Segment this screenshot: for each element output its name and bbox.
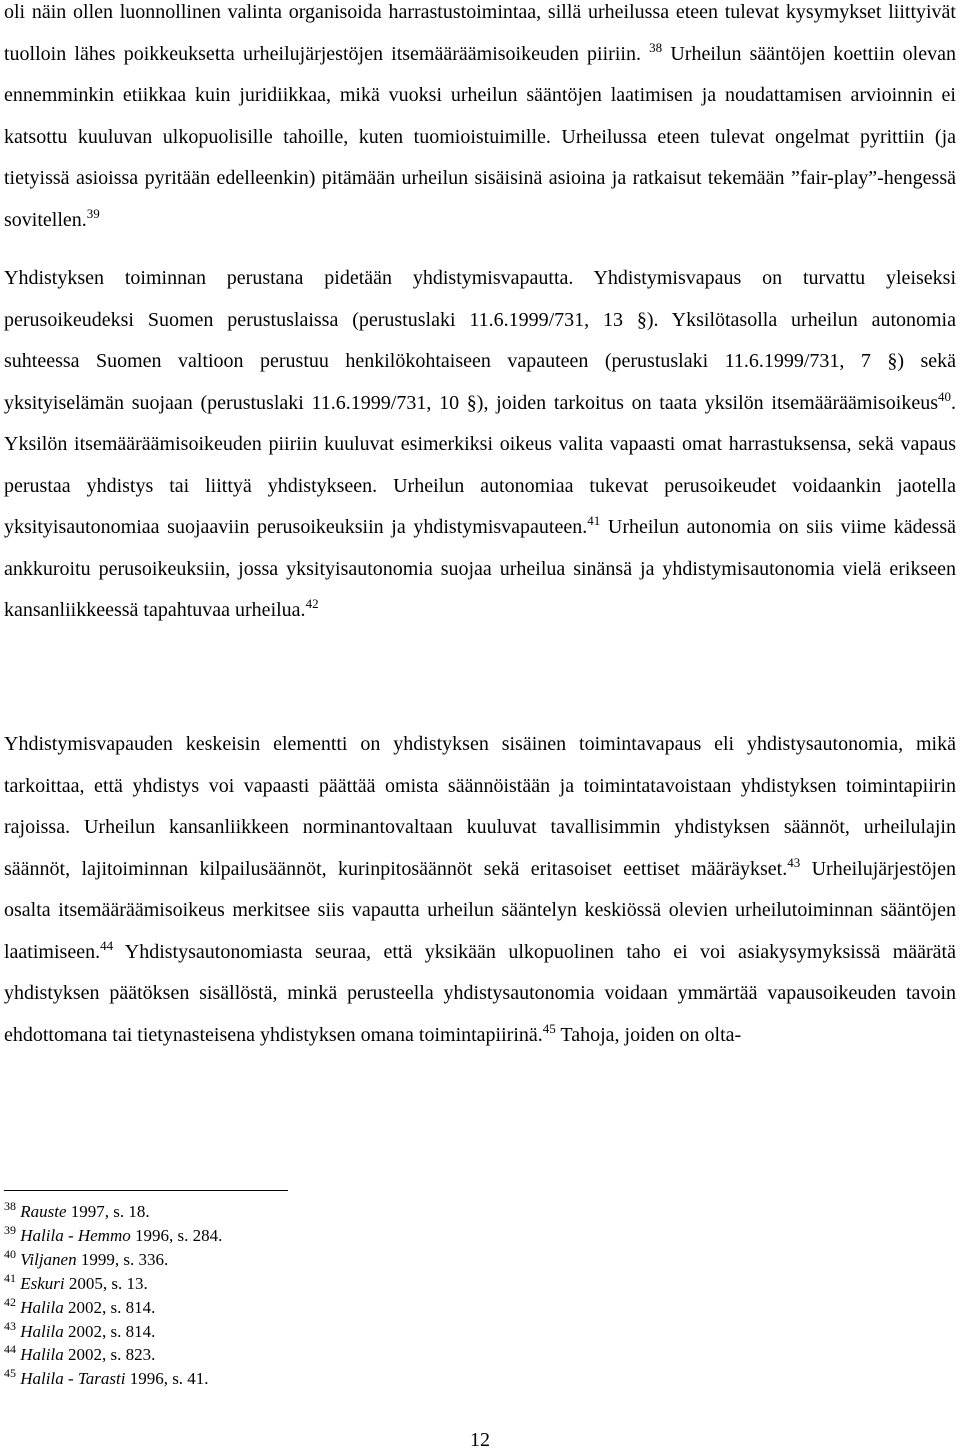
footnote-reference: 41 — [587, 513, 601, 528]
footnote-reference: 43 — [787, 854, 801, 870]
footnote-citation: 1996, s. 41. — [125, 1369, 209, 1389]
page-number: 12 — [470, 1429, 490, 1451]
body-paragraph — [4, 258, 956, 632]
footnote-citation: 2002, s. 823. — [63, 1345, 156, 1365]
footnote — [4, 1248, 222, 1272]
footnote-reference: 44 — [100, 937, 114, 953]
paragraph-text: Tahoja, joiden on olta- — [555, 1023, 742, 1046]
footnote-reference: 39 — [86, 205, 100, 221]
footnote-reference: 38 — [649, 39, 663, 55]
footnote-author: Halila - Tarasti — [20, 1369, 126, 1389]
footnote-number: 41 — [4, 1270, 16, 1285]
paragraph-text: . Yksilön itsemääräämisoikeuden piiriin kuuluvat esimerkiksi oikeus valita vapaasti omat harrastuksensa, sekä vapaus perustaa yhdistys tai liittyä yhdistykseen. Urheilun autonomiaa tukevat perusoikeudet voidaankin jaotella yksityisautonomiaa suojaaviin perusoikeuksiin ja yhdistymisvapauteen. — [4, 391, 956, 538]
paragraph-text: Yhdistysautonomiasta seuraa, että yksikään ulkopuolinen taho ei voi asiakysymyksissä määrätä yhdistyksen päätöksen sisällöstä, minkä perusteella yhdistysautonomia voidaan ymmärtää vapausoikeuden tavoin ehdottomana tai tietynasteisena yhdistyksen omana toimintapiirinä. — [4, 940, 956, 1046]
footnote-author: Eskuri — [20, 1273, 65, 1293]
footnote — [4, 1367, 222, 1391]
footnote-reference: 40 — [938, 388, 951, 404]
footnote-citation: 1996, s. 284. — [130, 1225, 223, 1245]
footnote-list — [4, 1200, 222, 1391]
footnote — [4, 1272, 222, 1296]
paragraph-text: Yhdistyksen toiminnan perustana pidetään yhdistymisvapautta. Yhdistymisvapaus on turvattu yleiseksi perusoikeudeksi Suomen perustuslaissa (perustuslaki 11.6.1999/731, 13 §). Yksilötasolla urheilun autonomia suhteessa Suomen valtioon perustuu henkilökohtaiseen vapauteen (perustuslaki 11.6.1999/731, 7 §) sekä yksityiselämän suojaan (perustuslaki 11.6.1999/731, 10 §), joiden tarkoitus on taata yksilön itsemääräämisoikeus — [4, 267, 956, 414]
footnote-number: 40 — [4, 1246, 16, 1261]
paragraph-text: Yhdistymisvapauden keskeisin elementti on yhdistyksen sisäinen toimintavapaus eli yhdistysautonomia, mikä tarkoittaa, että yhdistys voi vapaasti päättää omista säännöistään ja toimintatavoistaan yhdistyksen toimintapiirin rajoissa. Urheilun kansanliikkeen norminantovaltaan kuuluvat tavallisimmin yhdistyksen säännöt, urheilulajin säännöt, lajitoiminnan kilpailusäännöt, kurinpitosäännöt sekä eritasoiset eettiset määräykset. — [4, 733, 956, 880]
footnote — [4, 1296, 222, 1320]
footnote-author: Halila - Hemmo — [20, 1225, 131, 1245]
footnote-author: Viljanen — [20, 1249, 77, 1269]
footnote-reference: 42 — [305, 596, 319, 611]
footnote-author: Rauste — [20, 1202, 67, 1221]
body-paragraph — [4, 724, 956, 1056]
footnote-author: Halila — [20, 1345, 64, 1365]
body-paragraph — [4, 0, 956, 241]
footnote-author: Halila — [20, 1297, 64, 1317]
footnote-citation: 1999, s. 336. — [76, 1249, 169, 1269]
footnote — [4, 1200, 222, 1224]
footnote-number: 39 — [4, 1222, 16, 1237]
footnote — [4, 1224, 222, 1248]
paragraph-text: oli näin ollen luonnollinen valinta organisoida harrastustoimintaa, sillä urheilussa eteen tulevat kysymykset liittyivät tuolloin lähes poikkeuksetta urheilujärjestöjen itsemääräämisoikeuden piiriin. — [4, 1, 956, 65]
footnote-number: 45 — [4, 1366, 16, 1381]
paragraph-text: Urheilujärjestöjen osalta itsemääräämisoikeus merkitsee siis vapautta urheilun sääntelyn keskiössä olevien urheilutoiminnan sääntöjen laatimiseen. — [4, 857, 956, 963]
footnote-number: 38 — [4, 1199, 16, 1213]
footnote — [4, 1343, 222, 1367]
footnote-number: 43 — [4, 1318, 16, 1333]
footnote-citation: 2002, s. 814. — [63, 1321, 156, 1341]
footnote-separator — [4, 1190, 288, 1191]
footnote — [4, 1320, 222, 1344]
footnote-number: 42 — [4, 1294, 16, 1309]
footnote-number: 44 — [4, 1342, 16, 1357]
footnote-citation: 1997, s. 18. — [66, 1202, 150, 1221]
paragraph-text: Urheilun autonomia on siis viime kädessä ankkuroitu perusoikeuksiin, jossa yksityisautonomia suojaa urheilua sinänsä ja yhdistymisautonomia vielä erikseen kansanliikkeessä tapahtuvaa urheilua. — [4, 516, 956, 621]
footnote-reference: 45 — [542, 1020, 556, 1036]
footnote-citation: 2005, s. 13. — [64, 1273, 148, 1293]
footnote-citation: 2002, s. 814. — [63, 1297, 156, 1317]
footnote-author: Halila — [20, 1321, 64, 1341]
paragraph-text: Urheilun sääntöjen koettiin olevan ennemminkin etiikkaa kuin juridiikkaa, mikä vuoksi urheilun sääntöjen laatimisen ja noudattamisen arvioinnin ei katsottu kuuluvan ulkopuolisille tahoille, kuten tuomioistuimille. Urheilussa eteen tulevat ongelmat pyrittiin (ja tietyissä asioissa pyritään edelleenkin) pitämään urheilun sisäisinä asioina ja ratkaisut tekemään ”fair-play”-hengessä sovitellen. — [4, 42, 956, 231]
